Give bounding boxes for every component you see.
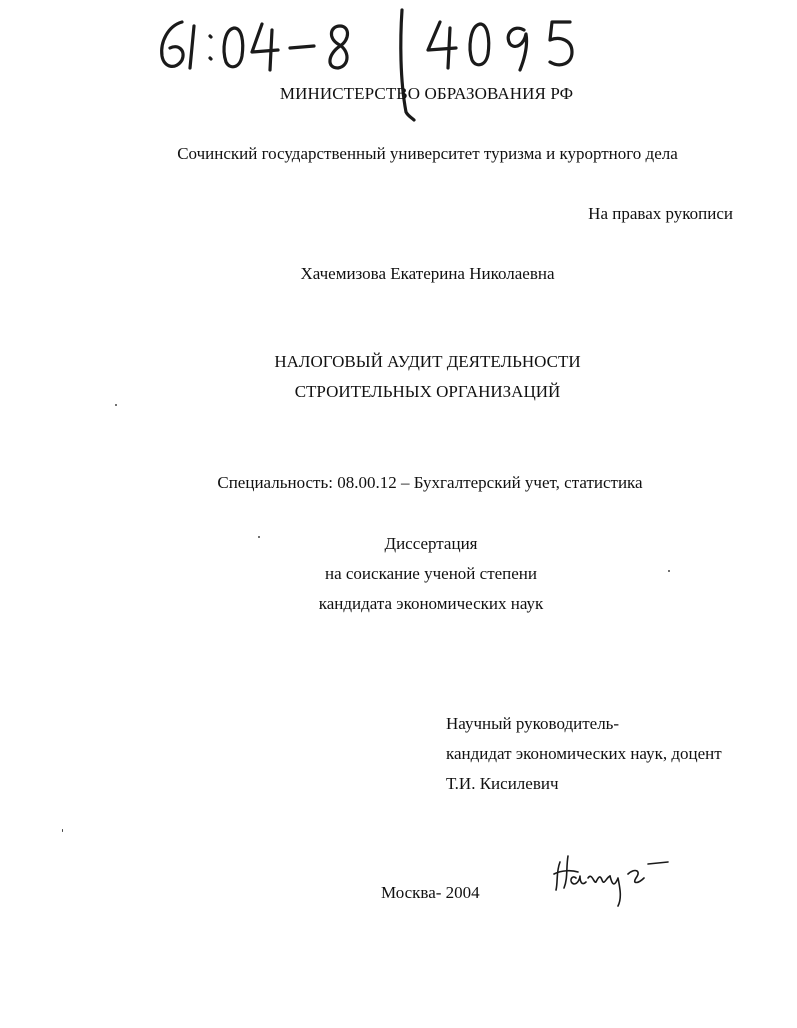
city-year: Москва- 2004 — [381, 883, 480, 902]
dissertation-label: Диссертация — [384, 534, 478, 553]
dissertation-title-line-1: НАЛОГОВЫЙ АУДИТ ДЕЯТЕЛЬНОСТИ — [274, 352, 581, 371]
scan-speck — [62, 829, 63, 832]
supervisor-label: Научный руководитель- — [446, 714, 620, 733]
handwritten-catalog-code — [150, 0, 630, 130]
scan-speck — [115, 404, 117, 406]
author-name: Хачемизова Екатерина Николаевна — [300, 264, 555, 283]
supervisor-degree: кандидат экономических наук, доцент — [446, 744, 722, 763]
manuscript-rights-note: На правах рукописи — [588, 204, 733, 223]
dissertation-title-line-2: СТРОИТЕЛЬНЫХ ОРГАНИЗАЦИЙ — [294, 382, 561, 401]
handwritten-signature — [548, 848, 678, 908]
degree-name: кандидата экономических наук — [318, 594, 544, 613]
specialty: Специальность: 08.00.12 – Бухгалтерский учет, статистика — [217, 473, 643, 492]
scan-speck — [668, 570, 670, 572]
supervisor-name: Т.И. Кисилевич — [446, 774, 559, 793]
ministry-name: МИНИСТЕРСТВО ОБРАЗОВАНИЯ РФ — [279, 84, 574, 103]
university-name: Сочинский государственный университет туризма и курортного дела — [177, 144, 678, 163]
degree-purpose: на соискание ученой степени — [324, 564, 538, 583]
scan-speck — [258, 536, 260, 538]
